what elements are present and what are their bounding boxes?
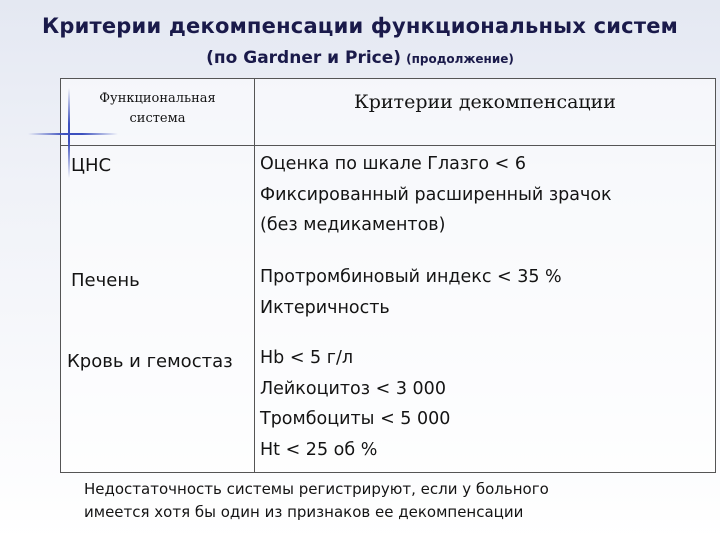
criterion: Hb < 5 г/л	[260, 348, 354, 368]
footnote-line1: Недостаточность системы регистрируют, если у больного	[84, 480, 549, 498]
header-system	[61, 89, 254, 129]
footnote	[84, 478, 704, 524]
criterion: Лейкоцитоз < 3 000	[260, 378, 446, 399]
header-system-line2: система	[129, 111, 186, 126]
row-criteria-blood	[260, 343, 450, 465]
slide-title: Критерии декомпенсации функциональных систем	[41, 14, 678, 38]
row-system-cns: ЦНС	[71, 155, 112, 176]
row-system-blood: Кровь и гемостаз	[67, 351, 233, 372]
criterion: Оценка по шкале Глазго < 6	[260, 154, 526, 174]
subtitle-note: (продолжение)	[406, 52, 514, 66]
column-divider	[254, 79, 255, 472]
row-criteria-liver	[260, 262, 562, 323]
header-system-line1: Функциональная	[99, 91, 216, 106]
subtitle-main: (по Gardner и Price)	[206, 48, 402, 68]
criteria-table	[60, 78, 716, 473]
row-system-liver: Печень	[71, 270, 140, 291]
criterion: Фиксированный расширенный зрачок	[260, 184, 612, 205]
criterion: (без медикаментов)	[260, 215, 446, 235]
header-criteria: Критерии декомпенсации	[354, 91, 616, 113]
criterion: Иктеричность	[260, 297, 390, 318]
row-criteria-cns	[260, 149, 612, 241]
footnote-line2: имеется хотя бы один из признаков ее декомпенсации	[84, 503, 524, 521]
slide-subtitle	[0, 48, 720, 68]
criterion: Тромбоциты < 5 000	[260, 409, 451, 429]
criterion: Протромбиновый индекс < 35 %	[260, 267, 562, 287]
criterion: Ht < 25 об %	[260, 439, 378, 460]
decorative-cross-horizontal	[28, 133, 118, 135]
header-divider	[61, 145, 715, 146]
